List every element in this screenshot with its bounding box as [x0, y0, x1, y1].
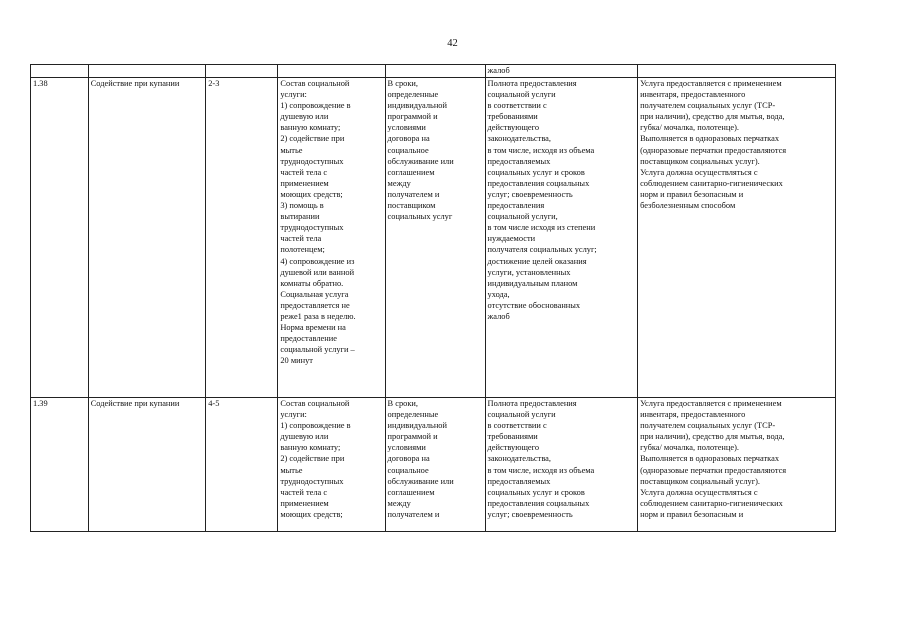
cell-num: [31, 78, 89, 398]
cell-term: [385, 78, 485, 398]
service-number: 1.38: [33, 79, 48, 88]
quality-tail-text: жалоб: [487, 66, 510, 75]
service-term: В сроки, определенные индивидуальной программой и условиями договора на социальное обслуживание или соглашением между получателем и поставщиком социальных услуг: [387, 79, 454, 222]
service-content: Состав социальной услуги: 1) сопровождение в душевую или ванную комнату; 2) содействие при мытье труднодоступных частей тела с применением моющих средств; 3) помощь в вытирании труднодоступных частей тела полотенцем; 4) сопровождение из душевой или ванной комнаты обратно. Социальная услуга предоставляется не реже1 раза в неделю. Норма времени на предоставление социальной услуги – 20 минут: [280, 79, 356, 366]
service-quality: Полнота предоставления социальной услуги в соответствии с требованиями действующего законодательства, в том числе, исходя из объема предоставляемых социальных услуг и сроков предоставления социальных услуг; своевременность предоставления социальной услуги, в том числе исходя из степени нуждаемости получателя социальных услуг; достижение целей оказания услуги, установленных индивидуальным планом ухода, отсутствие обоснованных жалоб: [487, 79, 597, 321]
cell-content: [278, 78, 385, 398]
cell-num: [31, 65, 89, 78]
cell-content: [278, 398, 385, 532]
service-code: 2-3: [208, 79, 220, 88]
cell-quality: [485, 398, 638, 532]
service-conditions: Услуга предоставляется с применением инвентаря, предоставленного получателем социальных услуг (ТСР- при наличии), средство для мытья, вода, губка/ мочалка, полотенце). Выполняется в одноразовых перчатках (одноразовые перчатки предоставляются поставщиком социальный услуг). Услуга должна осуществляться с соблюдением санитарно-гигиенических норм и правил безопасным и: [640, 399, 787, 519]
service-conditions: Услуга предоставляется с применением инвентаря, предоставленного получателем социальных услуг (ТСР- при наличии), средство для мытья, вода, губка/ мочалка, полотенце). Выполняется в одноразовых перчатках (одноразовые перчатки предоставляются поставщиком социальных услуг). Услуга должна осуществляться с соблюдением санитарно-гигиенических норм и правил безопасным и безболезненным способом: [640, 79, 787, 211]
cell-conditions: [638, 65, 836, 78]
service-name: Содействие при купании: [90, 399, 180, 408]
services-table: [30, 64, 836, 532]
cell-conditions: [638, 398, 836, 532]
service-content: Состав социальной услуги: 1) сопровождение в душевую или ванную комнату; 2) содействие при мытье труднодоступных частей тела с применением моющих средств;: [280, 399, 351, 519]
service-quality: Полнота предоставления социальной услуги в соответствии с требованиями действующего законодательства, в том числе, исходя из объема предоставляемых социальных услуг и сроков предоставления социальных услуг; своевременность: [487, 399, 595, 519]
service-name: Содействие при купании: [90, 79, 180, 88]
cell-name: [88, 398, 206, 532]
cell-code: [206, 65, 278, 78]
cell-term: [385, 398, 485, 532]
cell-term: [385, 65, 485, 78]
service-term: В сроки, определенные индивидуальной программой и условиями договора на социальное обслуживание или соглашением между получателем и: [387, 399, 454, 519]
cell-quality: [485, 65, 638, 78]
cell-num: [31, 398, 89, 532]
cell-code: [206, 78, 278, 398]
cell-name: [88, 65, 206, 78]
page-number: 42: [447, 38, 458, 49]
cell-quality: [485, 78, 638, 398]
cell-name: [88, 78, 206, 398]
service-number: 1.39: [33, 399, 48, 408]
table-row-carryover: [31, 65, 836, 78]
table-row: [31, 78, 836, 398]
cell-content: [278, 65, 385, 78]
cell-code: [206, 398, 278, 532]
table-row: [31, 398, 836, 532]
service-code: 4-5: [208, 399, 220, 408]
cell-conditions: [638, 78, 836, 398]
